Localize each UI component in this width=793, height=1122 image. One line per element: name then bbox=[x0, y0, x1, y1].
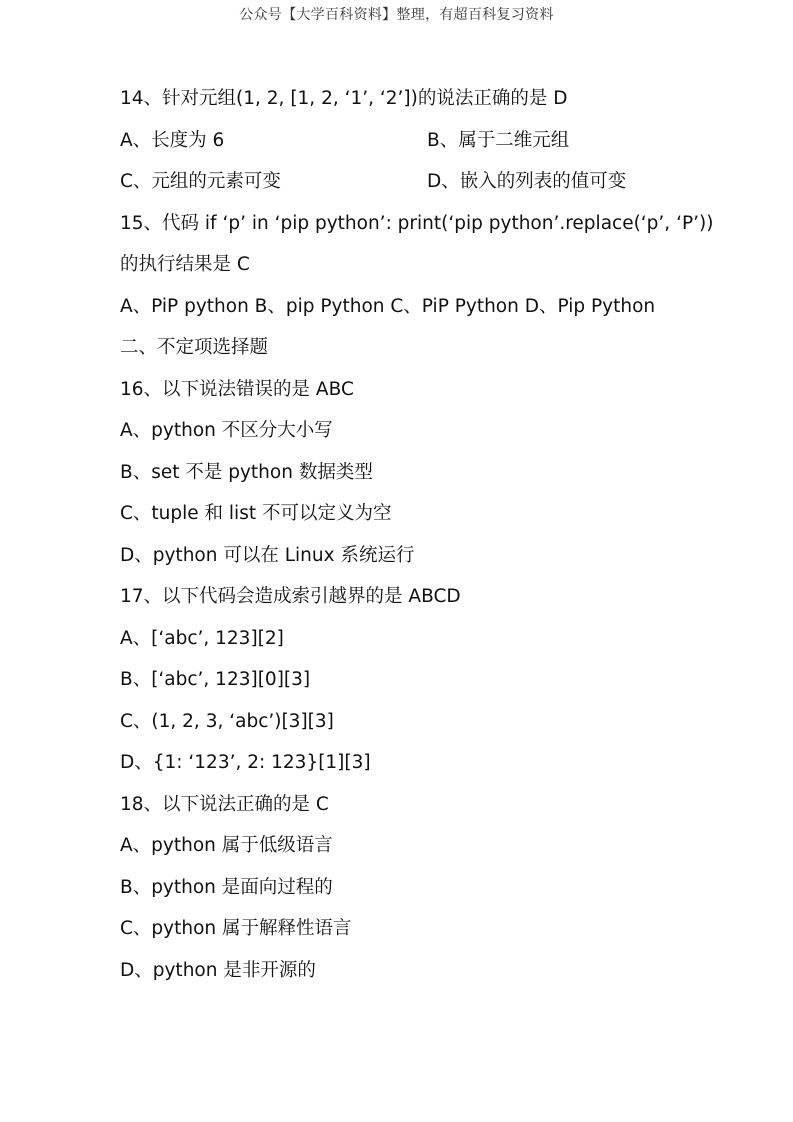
document-body bbox=[120, 82, 720, 995]
section-heading: 二、不定项选择题 bbox=[120, 337, 269, 358]
question-15-continuation: 的执行结果是 C bbox=[120, 254, 250, 275]
option-b: B、属于二维元组 bbox=[427, 129, 570, 151]
option-b: B、[‘abc’, 123][0][3] bbox=[120, 669, 311, 690]
option-c: C、python 属于解释性语言 bbox=[120, 918, 352, 939]
option-d: D、嵌入的列表的值可变 bbox=[427, 171, 627, 192]
question-18: 18、以下说法正确的是 C bbox=[120, 793, 329, 815]
question-16: 16、以下说法错误的是 ABC bbox=[120, 378, 354, 400]
option-b: B、python 是面向过程的 bbox=[120, 876, 333, 898]
question-14-options-ab bbox=[120, 124, 720, 166]
option-d: D、{1: ‘123’, 2: 123}[1][3] bbox=[120, 752, 371, 773]
option-b: B、set 不是 python 数据类型 bbox=[120, 461, 373, 483]
option-a: A、[‘abc’, 123][2] bbox=[120, 627, 284, 649]
question-14-options-cd bbox=[120, 165, 720, 207]
option-a: A、python 不区分大小写 bbox=[120, 420, 333, 441]
question-15: 15、代码 if ‘p’ in ‘pip python’: print(‘pip python’.replace(‘p’, ‘P’)) bbox=[120, 212, 714, 234]
page-header: 公众号【大学百科资料】整理，有超百科复习资料 bbox=[239, 7, 554, 23]
option-a: A、python 属于低级语言 bbox=[120, 835, 333, 856]
question-14: 14、针对元组(1, 2, [1, 2, ‘1’, ‘2’])的说法正确的是 D bbox=[120, 88, 568, 109]
option-c: C、tuple 和 list 不可以定义为空 bbox=[120, 503, 392, 524]
option-c: C、元组的元素可变 bbox=[120, 171, 281, 192]
option-d: D、python 可以在 Linux 系统运行 bbox=[120, 544, 415, 566]
question-17: 17、以下代码会造成索引越界的是 ABCD bbox=[120, 586, 461, 607]
option-c: C、(1, 2, 3, ‘abc’)[3][3] bbox=[120, 710, 334, 732]
option-d: D、python 是非开源的 bbox=[120, 959, 316, 981]
option-a: A、长度为 6 bbox=[120, 129, 225, 151]
question-15-options: A、PiP python B、pip Python C、PiP Python D、Pip Python bbox=[120, 295, 656, 317]
